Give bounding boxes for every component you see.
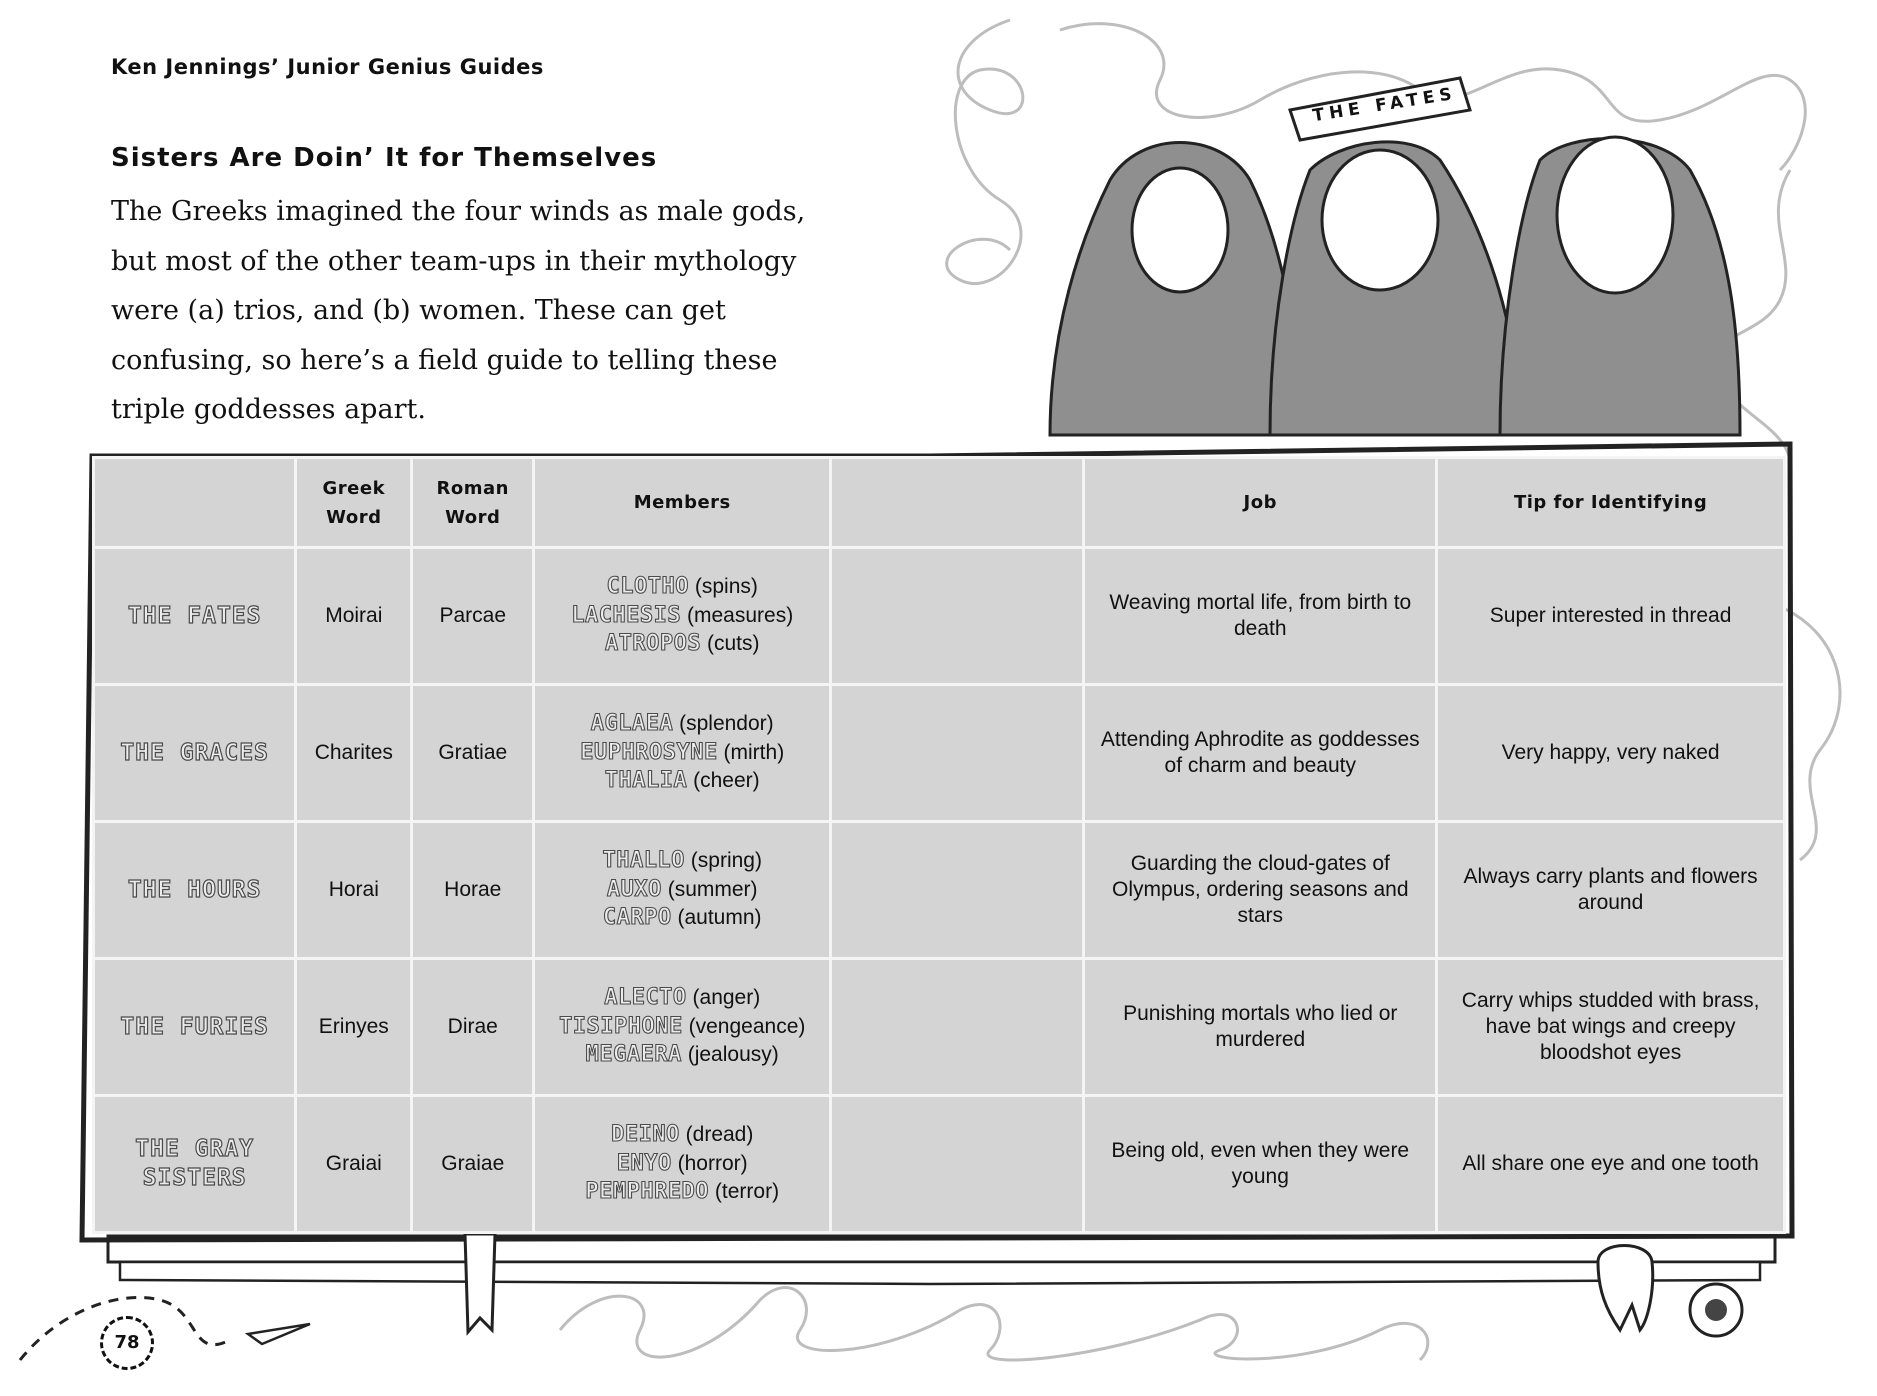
tip-cell bbox=[1437, 959, 1785, 1096]
group-name-cell-text: THE HOURS bbox=[127, 876, 262, 903]
tip-cell-text: Very happy, very naked bbox=[1501, 741, 1720, 764]
blank-cell bbox=[831, 822, 1084, 959]
job-cell-text: Punishing mortals who lied or murdered bbox=[1123, 1002, 1398, 1051]
member-role: (autumn) bbox=[677, 906, 762, 930]
tip-cell bbox=[1437, 685, 1785, 822]
header-job: Job bbox=[1084, 458, 1437, 548]
banner-label: THE FATES bbox=[1311, 83, 1458, 127]
job-cell bbox=[1084, 822, 1437, 959]
member-name: ENYO bbox=[616, 1150, 672, 1176]
field-guide-table bbox=[92, 456, 1786, 1234]
member-name: ATROPOS bbox=[604, 631, 702, 657]
member-entry bbox=[543, 876, 821, 905]
greek-word-cell-text: Graiai bbox=[325, 1152, 382, 1175]
members-cell bbox=[534, 822, 831, 959]
member-name: LACHESIS bbox=[571, 602, 682, 628]
job-cell-text: Attending Aphrodite as goddesses of charm and beauty bbox=[1100, 728, 1420, 777]
job-cell bbox=[1084, 959, 1437, 1096]
blank-cell bbox=[831, 548, 1084, 685]
header-greek-word: Greek Word bbox=[296, 458, 412, 548]
members-cell bbox=[534, 1096, 831, 1233]
member-role: (splendor) bbox=[679, 712, 774, 736]
group-name-cell bbox=[94, 1096, 296, 1233]
roman-word-cell-text: Horae bbox=[444, 878, 502, 901]
member-entry bbox=[543, 573, 821, 602]
page-number: 78 bbox=[100, 1316, 154, 1370]
scribble-line bbox=[947, 20, 1023, 284]
intro-paragraph: The Greeks imagined the four winds as male gods, but most of the other team-ups in their mythology were (a) trios, and (b) women. These can get confusing, so here’s a field guide to telling these triple goddesses apart. bbox=[111, 196, 806, 425]
tip-cell-text: Carry whips studded with brass, have bat wings and creepy bloodshot eyes bbox=[1461, 989, 1760, 1064]
member-name: THALIA bbox=[604, 768, 688, 794]
job-cell-text: Guarding the cloud-gates of Olympus, ordering seasons and stars bbox=[1112, 852, 1409, 927]
member-role: (mirth) bbox=[723, 740, 785, 764]
group-name-cell-text: THE FATES bbox=[127, 602, 262, 629]
member-name: CLOTHO bbox=[606, 574, 690, 600]
members-cell bbox=[534, 548, 831, 685]
tip-cell bbox=[1437, 822, 1785, 959]
member-entry bbox=[543, 767, 821, 796]
member-role: (measures) bbox=[687, 603, 794, 627]
member-name: THALLO bbox=[602, 848, 685, 874]
tip-cell-text: Super interested in thread bbox=[1489, 604, 1732, 627]
member-entry bbox=[543, 904, 821, 933]
roman-word-cell bbox=[412, 685, 534, 822]
blank-cell bbox=[831, 685, 1084, 822]
roman-word-cell bbox=[412, 822, 534, 959]
table-row bbox=[94, 1096, 1785, 1233]
member-name: CARPO bbox=[602, 905, 672, 931]
roman-word-cell bbox=[412, 1096, 534, 1233]
member-entry bbox=[543, 602, 821, 631]
member-entry bbox=[543, 739, 821, 768]
member-name: AGLAEA bbox=[590, 711, 674, 737]
greek-word-cell-text: Horai bbox=[328, 878, 379, 901]
member-role: (vengeance) bbox=[688, 1014, 806, 1038]
header-members: Members bbox=[534, 458, 831, 548]
tooth-doodle bbox=[1598, 1246, 1653, 1331]
member-role: (spins) bbox=[694, 575, 758, 599]
members-cell bbox=[534, 959, 831, 1096]
blank-cell bbox=[831, 959, 1084, 1096]
greek-word-cell bbox=[296, 959, 412, 1096]
greek-word-cell bbox=[296, 1096, 412, 1233]
greek-word-cell-text: Moirai bbox=[325, 604, 383, 627]
member-name: PEMPHREDO bbox=[585, 1179, 710, 1205]
member-role: (terror) bbox=[714, 1180, 780, 1204]
member-entry bbox=[543, 847, 821, 876]
member-name: MEGAERA bbox=[585, 1042, 682, 1068]
field-guide-table-wrapper bbox=[92, 456, 1786, 1234]
table-row bbox=[94, 685, 1785, 822]
roman-word-cell-text: Graiae bbox=[441, 1152, 505, 1175]
group-name-cell bbox=[94, 959, 296, 1096]
header-group bbox=[94, 458, 296, 548]
member-entry bbox=[543, 984, 821, 1013]
member-role: (jealousy) bbox=[687, 1043, 779, 1067]
roman-word-cell bbox=[412, 959, 534, 1096]
member-name: EUPHROSYNE bbox=[580, 739, 718, 765]
table-body bbox=[94, 548, 1785, 1233]
member-role: (spring) bbox=[690, 849, 762, 873]
member-entry bbox=[543, 1013, 821, 1042]
member-name: AUXO bbox=[606, 876, 662, 902]
group-name-cell bbox=[94, 822, 296, 959]
group-name-cell-text: THE GRACES bbox=[120, 739, 269, 766]
paper-airplane bbox=[248, 1324, 310, 1344]
header-roman-word: Roman Word bbox=[412, 458, 534, 548]
member-role: (summer) bbox=[667, 877, 758, 901]
thread-line bbox=[560, 1288, 1428, 1360]
tip-cell bbox=[1437, 548, 1785, 685]
member-role: (anger) bbox=[692, 986, 761, 1010]
header-blank bbox=[831, 458, 1084, 548]
member-role: (cheer) bbox=[693, 769, 760, 793]
table-header-row bbox=[94, 458, 1785, 548]
greek-word-cell-text: Erinyes bbox=[318, 1015, 389, 1038]
member-name: DEINO bbox=[611, 1122, 680, 1148]
tip-cell-text: All share one eye and one tooth bbox=[1462, 1152, 1759, 1175]
section-title: Sisters Are Doin’ It for Themselves bbox=[111, 143, 658, 173]
job-cell-text: Weaving mortal life, from birth to death bbox=[1109, 591, 1412, 640]
members-cell bbox=[534, 685, 831, 822]
member-role: (dread) bbox=[685, 1123, 754, 1147]
eye-pupil bbox=[1705, 1299, 1727, 1321]
book-pages bbox=[120, 1262, 1760, 1284]
member-entry bbox=[543, 630, 821, 659]
job-cell bbox=[1084, 548, 1437, 685]
greek-word-cell bbox=[296, 822, 412, 959]
member-entry bbox=[543, 1041, 821, 1070]
greek-word-cell bbox=[296, 685, 412, 822]
greek-word-cell bbox=[296, 548, 412, 685]
greek-word-cell-text: Charites bbox=[314, 741, 393, 764]
group-name-cell bbox=[94, 548, 296, 685]
table-row bbox=[94, 822, 1785, 959]
member-entry bbox=[543, 1178, 821, 1207]
table-row bbox=[94, 959, 1785, 1096]
group-name-cell bbox=[94, 685, 296, 822]
table-row bbox=[94, 548, 1785, 685]
member-name: ALECTO bbox=[604, 985, 687, 1011]
job-cell bbox=[1084, 685, 1437, 822]
header-tip: Tip for Identifying bbox=[1437, 458, 1785, 548]
roman-word-cell-text: Parcae bbox=[439, 604, 507, 627]
member-name: TISIPHONE bbox=[559, 1013, 683, 1039]
member-entry bbox=[543, 710, 821, 739]
running-head: Ken Jennings’ Junior Genius Guides bbox=[111, 55, 544, 79]
member-entry bbox=[543, 1150, 821, 1179]
roman-word-cell-text: Dirae bbox=[447, 1015, 498, 1038]
job-cell bbox=[1084, 1096, 1437, 1233]
group-name-cell-text: THE GRAY SISTERS bbox=[135, 1136, 255, 1191]
group-name-cell-text: THE FURIES bbox=[120, 1013, 269, 1040]
roman-word-cell bbox=[412, 548, 534, 685]
tip-cell bbox=[1437, 1096, 1785, 1233]
bookmark-ribbon bbox=[465, 1234, 495, 1332]
member-role: (cuts) bbox=[707, 632, 760, 656]
blank-cell bbox=[831, 1096, 1084, 1233]
job-cell-text: Being old, even when they were young bbox=[1111, 1139, 1410, 1188]
roman-word-cell-text: Gratiae bbox=[438, 741, 508, 764]
tip-cell-text: Always carry plants and flowers around bbox=[1463, 865, 1758, 914]
member-role: (horror) bbox=[677, 1151, 748, 1175]
member-entry bbox=[543, 1121, 821, 1150]
